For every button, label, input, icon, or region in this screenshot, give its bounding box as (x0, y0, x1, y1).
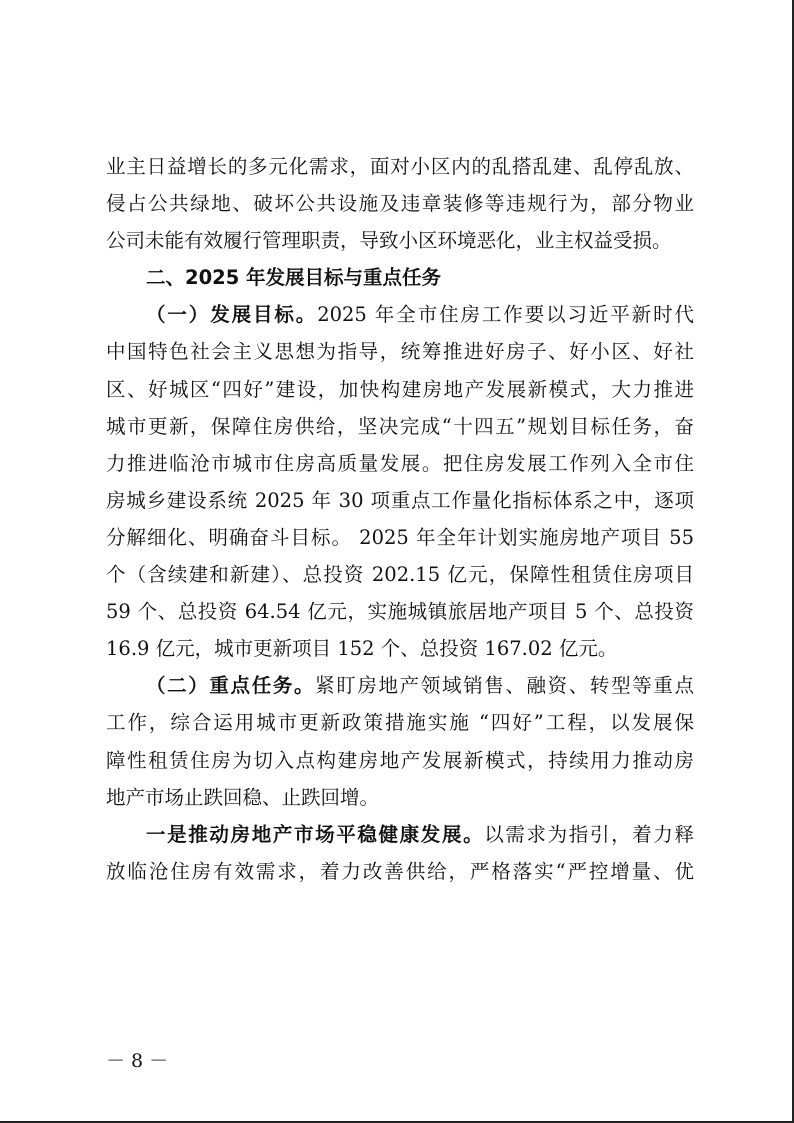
text-line: 中国特色社会主义思想为指导，统筹推进好房子、好小区、好社 (106, 340, 694, 364)
goal-first-line-text: 2025 年全市住房工作要以习近平新时代 (317, 303, 694, 327)
goal-paragraph-first-line (106, 296, 694, 333)
text-line: 59 个、总投资 64.54 亿元，实施城镇旅居地产项目 5 个、总投资 (106, 600, 694, 624)
text-line: 障性租赁住房为切入点构建房地产发展新模式，持续用力推动房 (106, 748, 694, 772)
text-line: 个（含续建和新建）、总投资 202.15 亿元，保障性租赁住房项目 (106, 563, 694, 587)
text-line: 业主日益增长的多元化需求，面对小区内的乱搭乱建、乱停乱放、 (106, 155, 694, 178)
text-line: 房城乡建设系统 2025 年 30 项重点工作量化指标体系之中，逐项 (106, 488, 694, 512)
tasks-paragraph-first-line (106, 667, 694, 704)
item-one-first-line-text: 以需求为指引，着力释 (484, 822, 694, 846)
item-one-title: 一是推动房地产市场平稳健康发展。 (146, 822, 485, 846)
text-line: 区、好城区“四好”建设，加快构建房地产发展新模式，大力推进 (106, 377, 694, 401)
tasks-title: （二）重点任务。 (146, 674, 316, 698)
text-line: 工作，综合运用城市更新政策措施实施 “四好”工程，以发展保 (106, 711, 694, 735)
text-line: 城市更新，保障住房供给，坚决完成“十四五”规划目标任务，奋 (106, 414, 694, 438)
text-line: 侵占公共绿地、破坏公共设施及违章装修等违规行为，部分物业 (106, 192, 694, 216)
tasks-first-line-text: 紧盯房地产领域销售、融资、转型等重点 (315, 674, 694, 698)
item-one-first-line (106, 816, 694, 853)
text-line: 力推进临沧市城市住房高质量发展。把住房发展工作列入全市住 (106, 451, 694, 475)
text-line: 地产市场止跌回稳、止跌回增。 (106, 785, 380, 809)
goal-title: （一）发展目标。 (146, 303, 318, 327)
text-line: 放临沧住房有效需求，着力改善供给，严格落实“严控增量、优 (106, 859, 694, 883)
text-line: 分解细化、明确奋斗目标。 2025 年全年计划实施房地产项目 55 (106, 525, 694, 549)
page-number: － 8 － (106, 1050, 169, 1072)
section-heading: 二、2025 年发展目标与重点任务 (146, 266, 442, 290)
document-body (106, 148, 694, 890)
text-line: 公司未能有效履行管理职责，导致小区环境恶化，业主权益受损。 (106, 229, 672, 253)
text-line: 16.9 亿元，城市更新项目 152 个、总投资 167.02 亿元。 (106, 637, 618, 661)
